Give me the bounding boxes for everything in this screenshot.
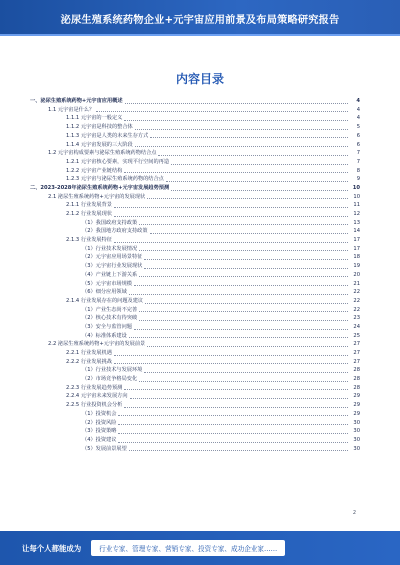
toc-dot-leader (129, 337, 348, 338)
toc-entry-label: （2）我国地方政府支持政策 (82, 228, 148, 235)
toc-entry-label: 2.2.4 元宇宙未来发展方向 (66, 393, 128, 400)
toc-entry-label: 2.2.1 行业发展机遇 (66, 350, 112, 357)
toc-entry-label: 1.1.1 元宇宙的一般定义 (66, 115, 123, 122)
toc-entry-label: 2.1.2 行业发展现状 (66, 211, 112, 218)
toc-entry-label: （1）行业技术发展情况 (82, 245, 138, 252)
toc-entry-label: （3）安全与监管问题 (82, 323, 132, 330)
toc-dot-leader (129, 294, 348, 295)
toc-entry-label: 2.2 泌尿生殖系统药物+元宇宙的发展前景 (48, 341, 146, 348)
footer-expert-list: 行业专家、管理专家、营销专家、投资专家、成功企业家…… (91, 540, 285, 556)
toc-entry-label: 1.2 元宇宙构成要素与泌尿生殖系统药物结合点 (48, 150, 157, 157)
toc-dot-leader (139, 224, 348, 225)
toc-entry[interactable] (30, 296, 360, 305)
toc-entry[interactable] (30, 391, 360, 400)
toc-entry-page: 27 (353, 350, 360, 357)
toc-entry-page: 17 (353, 237, 360, 244)
toc-entry-label: （2）投资风险 (82, 419, 117, 426)
toc-dot-leader (134, 285, 348, 286)
toc-entry-page: 12 (353, 211, 360, 218)
toc-dot-leader (139, 250, 348, 251)
toc-entry-page: 7 (356, 150, 360, 157)
toc-entry-page: 30 (353, 436, 360, 443)
toc-dot-leader (114, 363, 348, 364)
toc-entry-page: 22 (353, 297, 360, 304)
toc-dot-leader (139, 276, 348, 277)
toc-entry-page: 27 (353, 341, 360, 348)
toc-entry-label: 2.1.3 行业发展特征 (66, 237, 112, 244)
toc-dot-leader (118, 442, 348, 443)
toc-dot-leader (150, 137, 348, 138)
toc-dot-leader (171, 164, 348, 165)
toc-entry-page: 4 (356, 115, 360, 122)
toc-entry-page: 23 (353, 315, 360, 322)
toc-entry[interactable] (30, 113, 360, 122)
toc-entry-page: 30 (353, 419, 360, 426)
report-title: 泌尿生殖系统药物企业+元宇宙应用前景及布局策略研究报告 (60, 14, 340, 26)
toc-entry[interactable] (30, 139, 360, 148)
toc-title: 内容目录 (175, 72, 224, 86)
toc-entry[interactable] (30, 192, 360, 201)
toc-entry-label: 2.1 泌尿生殖系统药物+元宇宙的发展现状 (48, 193, 146, 200)
footer-slogan: 让每个人都能成为 (22, 543, 82, 553)
toc-entry[interactable] (30, 183, 360, 192)
toc-entry-label: （1）产业生态尚不完善 (82, 306, 138, 313)
toc-entry-label: （4）投资建议 (82, 436, 117, 443)
toc-dot-leader (144, 259, 348, 260)
toc-entry-page: 11 (353, 202, 360, 209)
toc-dot-leader (139, 311, 348, 312)
toc-dot-leader (124, 389, 348, 390)
toc-entry[interactable] (30, 444, 360, 453)
toc-dot-leader (135, 129, 348, 130)
toc-dot-leader (124, 407, 348, 408)
toc-entry-label: （1）我国政府支持政策 (82, 219, 138, 226)
toc-entry[interactable] (30, 331, 360, 340)
toc-entry-label: （2）市场竞争格局变化 (82, 376, 138, 383)
toc-entry-label: （3）投资策略 (82, 428, 117, 435)
toc-entry-page: 29 (353, 393, 360, 400)
toc-dot-leader (150, 233, 348, 234)
toc-entry[interactable] (30, 417, 360, 426)
toc-entry-label: （1）投资机会 (82, 410, 117, 417)
toc-entry-page: 4 (356, 98, 360, 105)
toc-dot-leader (114, 216, 348, 217)
toc-entry-page: 21 (353, 280, 360, 287)
toc-entry-label: 2.2.3 行业发展趋势预测 (66, 384, 123, 391)
toc-entry[interactable] (30, 365, 360, 374)
toc-entry[interactable] (30, 226, 360, 235)
toc-entry[interactable] (30, 131, 360, 140)
toc-entry-label: 1.1 元宇宙是什么？ (48, 106, 95, 113)
toc-entry-page: 4 (356, 106, 360, 113)
toc-entry[interactable] (30, 374, 360, 383)
toc-dot-leader (129, 450, 348, 451)
toc-entry-page: 19 (353, 263, 360, 270)
toc-entry-label: （2）元宇宙应用场景特征 (82, 254, 143, 261)
toc-entry[interactable] (30, 426, 360, 435)
toc-dot-leader (144, 372, 348, 373)
toc-entry-page: 6 (356, 132, 360, 139)
toc-entry-page: 29 (353, 410, 360, 417)
toc-dot-leader (145, 303, 348, 304)
toc-dot-leader (144, 268, 348, 269)
toc-entry[interactable] (30, 200, 360, 209)
toc-entry-label: （4）产业链上下游关系 (82, 271, 138, 278)
toc-entry-label: 1.2.1 元宇宙核心要素，实现平行空间的再造 (66, 158, 170, 165)
toc-entry-label: 2.2.2 行业发展挑战 (66, 358, 112, 365)
toc-entry-label: 1.2.2 元宇宙产业链结构 (66, 167, 123, 174)
toc-entry[interactable] (30, 357, 360, 366)
toc-entry[interactable] (30, 244, 360, 253)
toc-entry[interactable] (30, 305, 360, 314)
toc-dot-leader (134, 329, 348, 330)
toc-dot-leader (147, 346, 348, 347)
toc-entry-page: 29 (353, 402, 360, 409)
toc-entry[interactable] (30, 122, 360, 131)
toc-dot-leader (147, 198, 348, 199)
toc-entry-page: 5 (356, 124, 360, 131)
toc-entry-page: 20 (353, 271, 360, 278)
toc-dot-leader (124, 120, 348, 121)
toc-entry-label: 1.1.2 元宇宙是科技的整合体 (66, 124, 133, 131)
header-accent-line (0, 34, 400, 36)
report-header-banner (0, 0, 400, 36)
toc-entry-page: 27 (353, 358, 360, 365)
toc-entry[interactable] (30, 261, 360, 270)
toc-entry-page: 14 (353, 228, 360, 235)
toc-entry[interactable] (30, 96, 360, 105)
toc-entry-label: 2.1.1 行业发展背景 (66, 202, 112, 209)
toc-entry-label: 2.1.4 行业发展存在的问题及建议 (66, 297, 144, 304)
toc-entry-label: （1）行业技术与发展环境 (82, 367, 143, 374)
toc-entry[interactable] (30, 235, 360, 244)
toc-entry-page: 7 (356, 158, 360, 165)
toc-entry-page: 28 (353, 367, 360, 374)
toc-entry-label: 1.1.3 元宇宙是人类的未来生存方式 (66, 132, 149, 139)
toc-entry[interactable] (30, 148, 360, 157)
toc-dot-leader (135, 146, 348, 147)
toc-entry[interactable] (30, 409, 360, 418)
toc-entry[interactable] (30, 105, 360, 114)
toc-entry-label: （2）核心技术有待突破 (82, 315, 138, 322)
toc-dot-leader (114, 242, 348, 243)
toc-entry[interactable] (30, 287, 360, 296)
toc-dot-leader (118, 424, 348, 425)
toc-entry[interactable] (30, 400, 360, 409)
toc-entry-label: 2.2.5 行业投资机会分析 (66, 402, 123, 409)
toc-entry-page: 28 (353, 384, 360, 391)
toc-entry-page: 6 (356, 141, 360, 148)
toc-dot-leader (158, 155, 348, 156)
toc-dot-leader (114, 355, 348, 356)
toc-entry-page: 28 (353, 376, 360, 383)
table-of-contents (30, 96, 360, 452)
toc-entry-page: 10 (353, 193, 360, 200)
toc-entry-page: 22 (353, 306, 360, 313)
toc-dot-leader (114, 207, 348, 208)
toc-dot-leader (171, 190, 348, 191)
footer-banner (0, 531, 400, 565)
toc-entry[interactable] (30, 435, 360, 444)
toc-entry-page: 8 (356, 167, 360, 174)
toc-entry-page: 30 (353, 428, 360, 435)
toc-entry-label: 1.1.4 元宇宙发展的三大阶段 (66, 141, 133, 148)
toc-entry-page: 13 (353, 219, 360, 226)
toc-entry[interactable] (30, 278, 360, 287)
toc-entry-label: （4）标准体系建设 (82, 332, 127, 339)
toc-dot-leader (96, 111, 348, 112)
toc-entry-page: 17 (353, 245, 360, 252)
toc-entry[interactable] (30, 209, 360, 218)
toc-entry-page: 24 (353, 323, 360, 330)
toc-dot-leader (125, 103, 348, 104)
toc-entry-page: 25 (353, 332, 360, 339)
page-number: 2 (352, 510, 356, 516)
toc-entry-label: 一、泌尿生殖系统药物+元宇宙应用概述 (30, 98, 123, 105)
toc-entry-page: 9 (356, 176, 360, 183)
toc-entry[interactable] (30, 166, 360, 175)
toc-entry-label: （3）元宇宙行业发展现状 (82, 263, 143, 270)
toc-entry-label: 二、2023-2028年泌尿生殖系统药物+元宇宙发展趋势预测 (30, 184, 170, 191)
toc-entry[interactable] (30, 339, 360, 348)
toc-dot-leader (139, 381, 348, 382)
toc-dot-leader (118, 433, 348, 434)
toc-dot-leader (124, 172, 348, 173)
toc-entry[interactable] (30, 174, 360, 183)
toc-entry-label: 1.2.3 元宇宙与泌尿生殖系统药物的结合点 (66, 176, 164, 183)
toc-dot-leader (130, 398, 348, 399)
toc-entry-label: （5）元宇宙市场规模 (82, 280, 132, 287)
toc-entry-page: 10 (352, 184, 360, 191)
toc-entry-page: 22 (353, 289, 360, 296)
toc-dot-leader (118, 415, 348, 416)
toc-entry-label: （5）发展前景展望 (82, 445, 127, 452)
toc-entry[interactable] (30, 383, 360, 392)
toc-entry[interactable] (30, 348, 360, 357)
toc-entry-label: （6）细分应用领域 (82, 289, 127, 296)
toc-entry-page: 18 (353, 254, 360, 261)
toc-entry[interactable] (30, 322, 360, 331)
toc-dot-leader (139, 320, 348, 321)
toc-entry[interactable] (30, 313, 360, 322)
toc-dot-leader (166, 181, 348, 182)
toc-entry[interactable] (30, 270, 360, 279)
toc-entry[interactable] (30, 218, 360, 227)
toc-entry[interactable] (30, 252, 360, 261)
toc-entry[interactable] (30, 157, 360, 166)
toc-entry-page: 30 (353, 445, 360, 452)
